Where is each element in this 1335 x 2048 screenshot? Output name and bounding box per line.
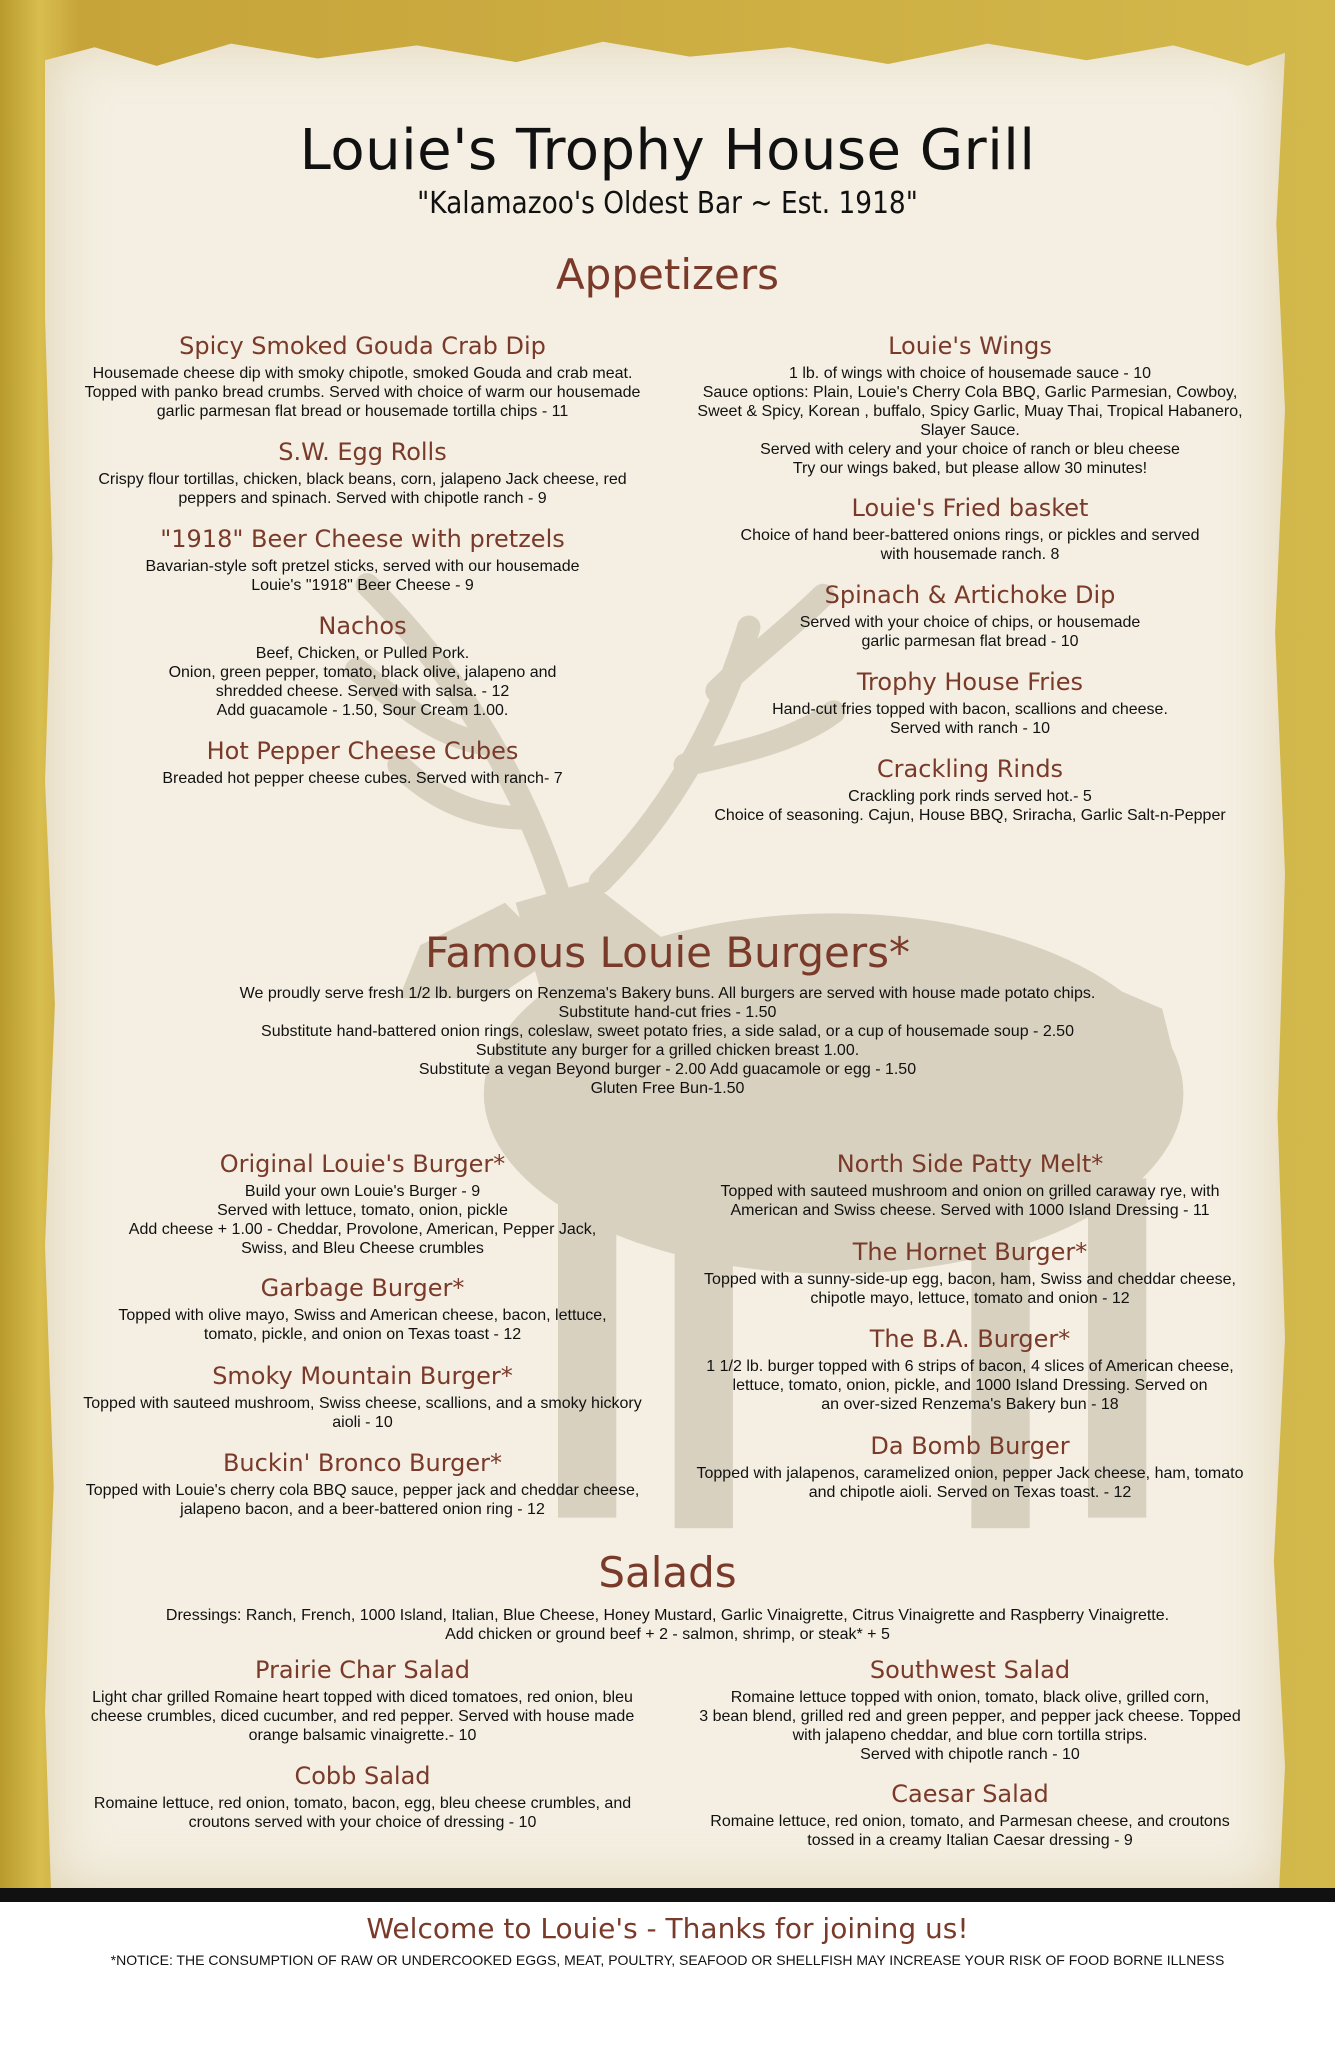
menu-item	[675, 1236, 1265, 1308]
menu-item	[675, 753, 1265, 825]
item-description: Crispy flour tortillas, chicken, black beans, corn, jalapeno Jack cheese, red peppers and spinach. Served with chipotle ranch - 9	[98, 471, 627, 507]
item-name: Southwest Salad	[869, 1656, 1071, 1684]
item-name: Smoky Mountain Burger*	[212, 1362, 513, 1390]
menu-item	[675, 492, 1265, 564]
item-name: Louie's Fried basket	[851, 494, 1089, 522]
menu-item	[70, 1654, 655, 1745]
menu-item	[70, 1272, 655, 1344]
item-name: Spinach & Artichoke Dip	[824, 581, 1116, 609]
menu-item	[675, 1430, 1265, 1502]
item-description: Choice of hand beer-battered onions rings, or pickles and served with housemade ranch. 8	[740, 527, 1200, 563]
menu-item	[675, 579, 1265, 651]
item-name: North Side Patty Melt*	[836, 1150, 1104, 1178]
item-description: Topped with sauteed mushroom and onion on grilled caraway rye, with American and Swiss cheese. Served with 1000 Island Dressing - 11	[720, 1183, 1220, 1219]
item-description: Romaine lettuce topped with onion, tomato, black olive, grilled corn, 3 bean blend, grilled red and green pepper, and pepper jack cheese. Topped with jalapeno cheddar, and blue corn tortilla strips. Served with chipotle ranch - 10	[699, 1689, 1241, 1763]
item-name: "1918" Beer Cheese with pretzels	[160, 525, 565, 553]
item-name: S.W. Egg Rolls	[278, 438, 447, 466]
item-name: Crackling Rinds	[876, 755, 1064, 783]
menu-item	[70, 610, 655, 720]
menu-item	[70, 523, 655, 595]
item-name: Da Bomb Burger	[870, 1432, 1070, 1460]
item-description: Romaine lettuce, red onion, tomato, bacon, egg, bleu cheese crumbles, and croutons served with your choice of dressing - 10	[93, 1795, 632, 1831]
menu-item	[70, 1360, 655, 1432]
menu-item	[675, 1778, 1265, 1850]
item-description: Topped with olive mayo, Swiss and American cheese, bacon, lettuce, tomato, pickle, and onion on Texas toast - 12	[118, 1307, 607, 1343]
item-description: 1 1/2 lb. burger topped with 6 strips of bacon, 4 slices of American cheese, lettuce, tomato, onion, pickle, and 1000 Island Dressing. Served on an over-sized Renzema's Bakery bun - 18	[706, 1358, 1234, 1413]
menu-item	[675, 330, 1265, 478]
menu-item	[675, 666, 1265, 738]
menu-item	[70, 1760, 655, 1832]
item-name: Cobb Salad	[294, 1762, 431, 1790]
tagline: "Kalamazoo's Oldest Bar ~ Est. 1918"	[417, 186, 918, 221]
item-description: Crackling pork rinds served hot.- 5 Choice of seasoning. Cajun, House BBQ, Sriracha, Garlic Salt-n-Pepper	[714, 788, 1226, 824]
section-title-burgers: Famous Louie Burgers*	[425, 928, 910, 977]
burgers-note: We proudly serve fresh 1/2 lb. burgers on Renzema's Bakery buns. All burgers are served with house made potato chips. Substitute hand-cut fries - 1.50 Substitute hand-battered onion rings, coleslaw, sweet potato fries, a side salad, or a cup of housemade soup - 2.50 Substitute any burger for a grilled chicken breast 1.00. Substitute a vegan Beyond burger - 2.00 Add guacamole or egg - 1.50 Gluten Free Bun-1.50	[239, 985, 1096, 1097]
item-name: Garbage Burger*	[260, 1274, 465, 1302]
menu-item	[70, 436, 655, 508]
menu-item	[70, 735, 655, 788]
item-description: Romaine lettuce, red onion, tomato, and Parmesan cheese, and croutons tossed in a creamy Italian Caesar dressing - 9	[710, 1813, 1230, 1849]
item-name: Louie's Wings	[888, 332, 1052, 360]
item-name: Prairie Char Salad	[255, 1656, 470, 1684]
item-description: Served with your choice of chips, or housemade garlic parmesan flat bread - 10	[799, 614, 1141, 650]
food-safety-notice: *NOTICE: THE CONSUMPTION OF RAW OR UNDERCOOKED EGGS, MEAT, POULTRY, SEAFOOD OR SHELLFISH MAY INCREASE YOUR RISK OF FOOD BORNE ILLNESS	[110, 1952, 1225, 1968]
restaurant-name: Louie's Trophy House Grill	[299, 118, 1036, 183]
menu-item	[70, 330, 655, 421]
item-description: Hand-cut fries topped with bacon, scallions and cheese. Served with ranch - 10	[772, 701, 1168, 737]
item-name: Nachos	[318, 612, 407, 640]
menu-item	[675, 1148, 1265, 1220]
item-description: 1 lb. of wings with choice of housemade sauce - 10 Sauce options: Plain, Louie's Cherry Cola BBQ, Garlic Parmesian, Cowboy, Sweet & Spicy, Korean , buffalo, Spicy Garlic, Muay Thai, Tropical Habanero, Slayer Sauce. Served with celery and your choice of ranch or bleu cheese Try our wings baked, but please allow 30 minutes!	[697, 365, 1243, 477]
item-name: Trophy House Fries	[856, 668, 1084, 696]
item-description: Topped with Louie's cherry cola BBQ sauce, pepper jack and cheddar cheese, jalapeno bacon, and a beer-battered onion ring - 12	[85, 1482, 640, 1518]
item-description: Light char grilled Romaine heart topped with diced tomatoes, red onion, bleu cheese crumbles, diced cucumber, and red pepper. Served with house made orange balsamic vinaigrette.- 10	[90, 1689, 635, 1744]
item-description: Breaded hot pepper cheese cubes. Served with ranch- 7	[162, 770, 563, 787]
item-name: Buckin' Bronco Burger*	[222, 1449, 503, 1477]
item-description: Topped with a sunny-side-up egg, bacon, ham, Swiss and cheddar cheese, chipotle mayo, lettuce, tomato and onion - 12	[704, 1271, 1236, 1307]
menu-item	[675, 1654, 1265, 1764]
section-title-salads: Salads	[598, 1548, 737, 1597]
menu-item	[70, 1148, 655, 1258]
item-description: Housemade cheese dip with smoky chipotle, smoked Gouda and crab meat. Topped with panko bread crumbs. Served with choice of warm our housemade garlic parmesan flat bread or housemade tortilla chips - 11	[84, 365, 641, 420]
item-description: Topped with jalapenos, caramelized onion, pepper Jack cheese, ham, tomato and chipotle aioli. Served on Texas toast. - 12	[696, 1465, 1244, 1501]
item-name: Spicy Smoked Gouda Crab Dip	[179, 332, 546, 360]
item-name: Hot Pepper Cheese Cubes	[206, 737, 519, 765]
item-name: Original Louie's Burger*	[219, 1150, 506, 1178]
item-description: Topped with sauteed mushroom, Swiss cheese, scallions, and a smoky hickory aioli - 10	[83, 1395, 642, 1431]
menu-item	[70, 1447, 655, 1519]
section-title-appetizers: Appetizers	[555, 250, 780, 299]
item-name: The Hornet Burger*	[852, 1238, 1088, 1266]
item-name: Caesar Salad	[891, 1780, 1049, 1808]
item-description: Beef, Chicken, or Pulled Pork. Onion, green pepper, tomato, black olive, jalapeno and shredded cheese. Served with salsa. - 12 Add guacamole - 1.50, Sour Cream 1.00.	[168, 645, 557, 719]
item-description: Bavarian-style soft pretzel sticks, served with our housemade Louie's "1918" Beer Cheese - 9	[145, 558, 580, 594]
item-description: Build your own Louie's Burger - 9 Served with lettuce, tomato, onion, pickle Add cheese + 1.00 - Cheddar, Provolone, American, Pepper Jack, Swiss, and Bleu Cheese crumbles	[128, 1183, 597, 1257]
salads-note: Dressings: Ranch, French, 1000 Island, Italian, Blue Cheese, Honey Mustard, Garlic Vinaigrette, Citrus Vinaigrette and Raspberry Vinaigrette. Add chicken or ground beef + 2 - salmon, shrimp, or steak* + 5	[165, 1607, 1170, 1643]
item-name: The B.A. Burger*	[869, 1325, 1071, 1353]
menu-item	[675, 1323, 1265, 1414]
welcome-message: Welcome to Louie's - Thanks for joining us!	[366, 1912, 969, 1945]
